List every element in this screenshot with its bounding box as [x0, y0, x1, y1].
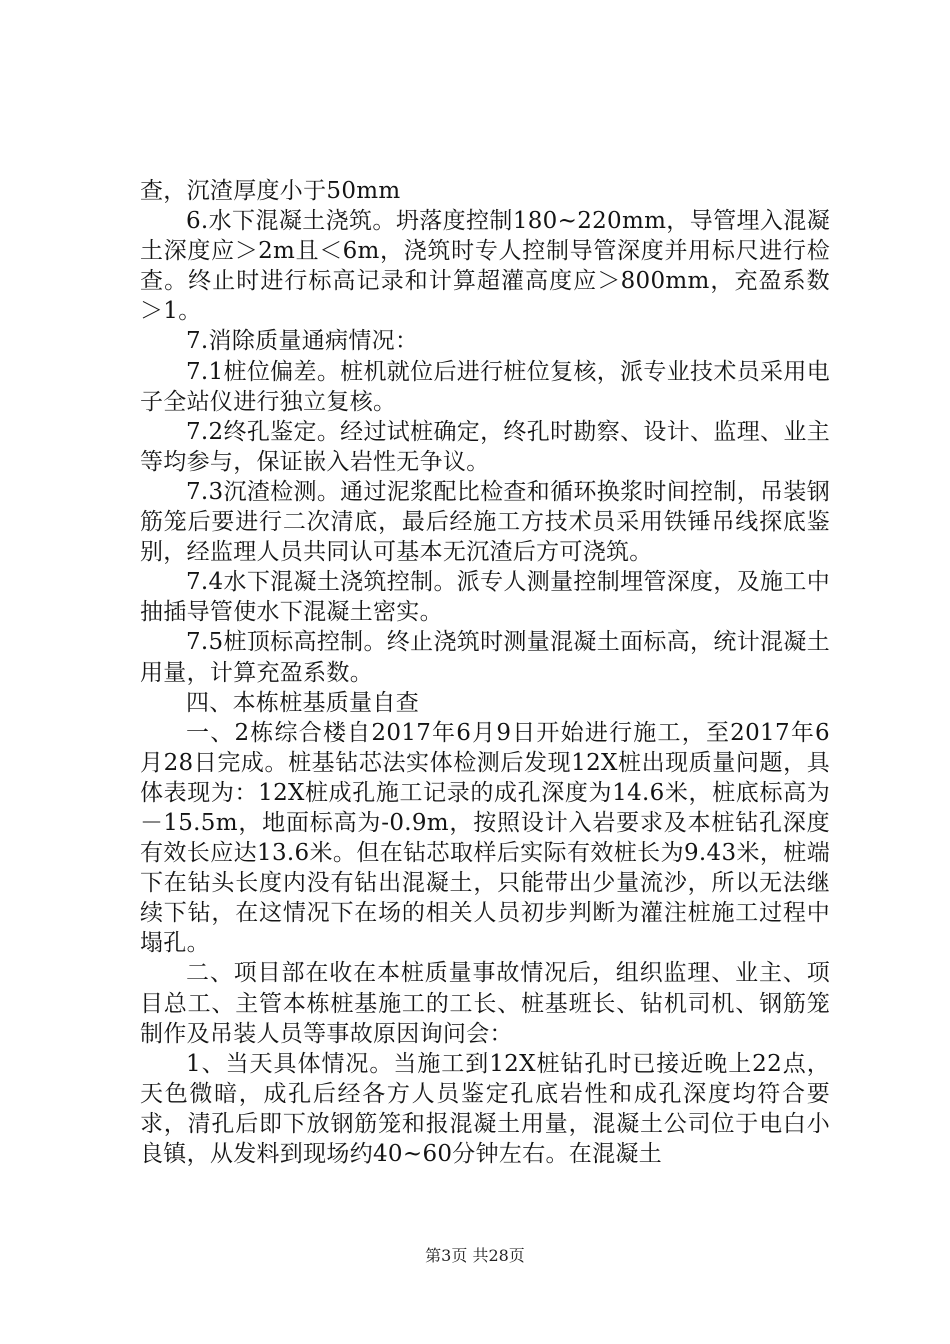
page-number-footer: 第3页 共28页: [425, 1246, 525, 1265]
section-heading: 四、本栋桩基质量自查: [186, 689, 419, 716]
paragraph: 7.2终孔鉴定。经过试桩确定，终孔时勘察、设计、监理、业主等均参与，保证嵌入岩性无争议。: [140, 418, 830, 475]
paragraph: 6.水下混凝土浇筑。坍落度控制180~220mm，导管埋入混凝土深度应＞2m且＜6m，浇筑时专人控制导管深度并用标尺进行检查。终止时进行标高记录和计算超灌高度应＞800mm，充盈系数＞1。: [140, 208, 830, 325]
paragraph: 7.4水下混凝土浇筑控制。派专人测量控制埋管深度，及施工中抽插导管使水下混凝土密实。: [140, 569, 830, 626]
paragraph: 7.1桩位偏差。桩机就位后进行桩位复核，派专业技术员采用电子全站仪进行独立复核。: [140, 358, 830, 415]
document-body: [140, 176, 830, 1169]
paragraph: 7.5桩顶标高控制。终止浇筑时测量混凝土面标高，统计混凝土用量，计算充盈系数。: [140, 629, 830, 686]
paragraph: 二、项目部在收在本桩质量事故情况后，组织监理、业主、项目总工、主管本栋桩基施工的工长、桩基班长、钻机司机、钢筋笼制作及吊装人员等事故原因询问会：: [140, 960, 830, 1047]
paragraph: 查，沉渣厚度小于50mm: [140, 178, 401, 204]
paragraph: 7.3沉渣检测。通过泥浆配比检查和循环换浆时间控制，吊装钢筋笼后要进行二次清底，最后经施工方技术员采用铁锤吊线探底鉴别，经监理人员共同认可基本无沉渣后方可浇筑。: [140, 478, 830, 566]
paragraph: 7.消除质量通病情况：: [186, 328, 419, 355]
paragraph: 一、2栋综合楼自2017年6月9日开始进行施工，至2017年6月28日完成。桩基钻芯法实体检测后发现12X桩出现质量问题，具体表现为：12X桩成孔施工记录的成孔深度为14.6米，桩底标高为－15.5m，地面标高为-0.9m，按照设计入岩要求及本桩钻孔深度有效长应达13.6米。但在钻芯取样后实际有效桩长为9.43米，桩端下在钻头长度内没有钻出混凝土，只能带出少量流沙，所以无法继续下钻，在这情况下在场的相关人员初步判断为灌注桩施工过程中塌孔。: [140, 719, 830, 957]
paragraph: 1、当天具体情况。当施工到12X桩钻孔时已接近晚上22点，天色微暗，成孔后经各方人员鉴定孔底岩性和成孔深度均符合要求，清孔后即下放钢筋笼和报混凝土用量，混凝土公司位于电白小良镇，从发料到现场约40~60分钟左右。在混凝土: [140, 1050, 830, 1167]
